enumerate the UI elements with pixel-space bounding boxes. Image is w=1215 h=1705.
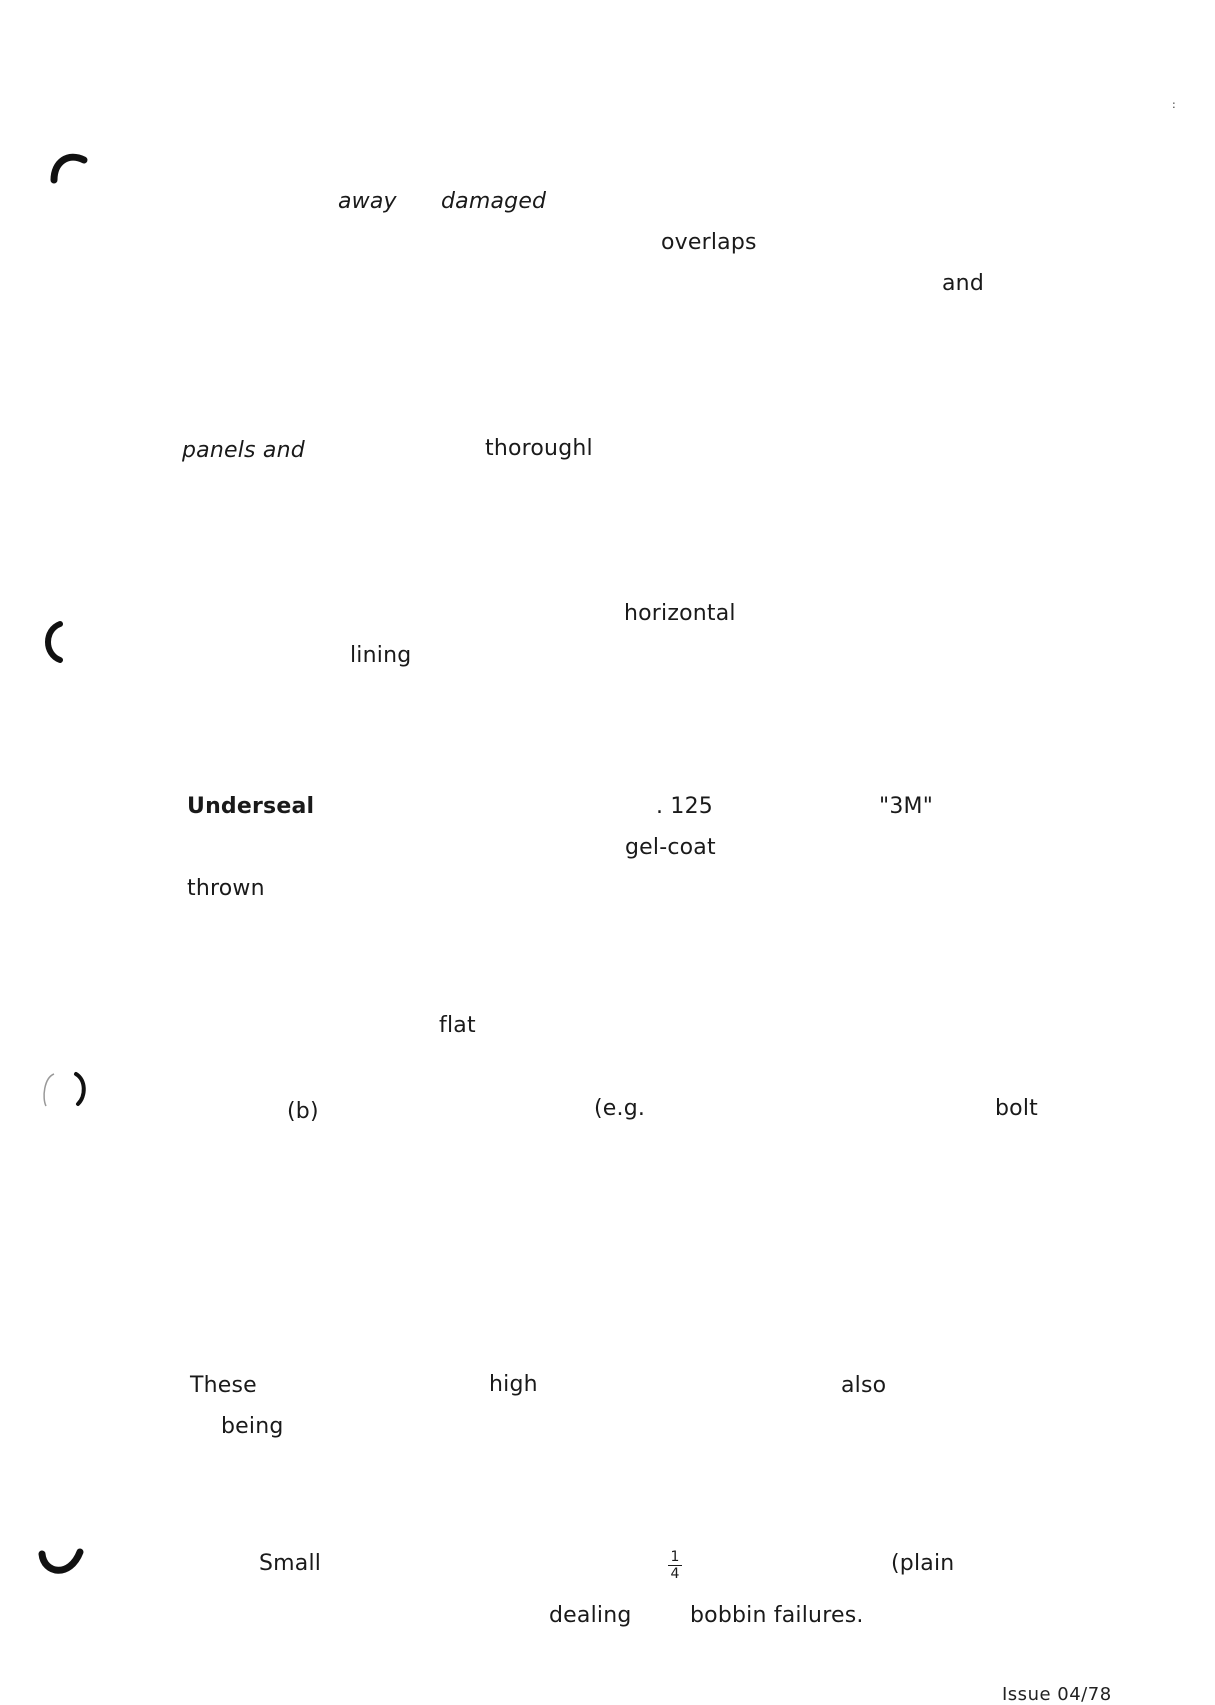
word-and: and [942, 271, 984, 296]
word-3m: "3M" [879, 794, 934, 819]
fraction-numerator: 1 [668, 1550, 682, 1566]
word-horizontal: horizontal [624, 601, 736, 626]
punch-hole-mark-4 [36, 1544, 86, 1582]
word-125: . 125 [656, 794, 713, 819]
punch-hole-mark-1 [50, 148, 90, 188]
word-high: high [489, 1372, 538, 1397]
corner-mark: : [1172, 98, 1176, 111]
word-gel-coat: gel-coat [625, 835, 716, 860]
punch-hole-mark-3 [40, 1068, 94, 1110]
word-flat: flat [439, 1013, 476, 1038]
word-being: being [221, 1414, 284, 1439]
word-thoroughl: thoroughl [485, 436, 593, 461]
word-overlaps: overlaps [661, 230, 757, 255]
fraction-denominator: 4 [670, 1566, 680, 1582]
word-plain: (plain [891, 1551, 955, 1576]
word-b: (b) [287, 1099, 319, 1124]
issue-footer: Issue 04/78 [1002, 1684, 1112, 1705]
punch-hole-mark-2 [38, 620, 68, 664]
word-also: also [841, 1373, 887, 1398]
word-bobbin-failures: bobbin failures. [690, 1603, 864, 1628]
word-damaged: damaged [441, 189, 547, 214]
word-thrown: thrown [187, 876, 265, 901]
word-underseal: Underseal [187, 794, 315, 819]
word-bolt: bolt [995, 1096, 1038, 1121]
fraction-one-quarter [668, 1550, 682, 1581]
word-lining: lining [350, 643, 412, 668]
word-away: away [338, 189, 397, 214]
word-these: These [190, 1373, 257, 1398]
word-small: Small [259, 1551, 322, 1576]
word-eg: (e.g. [594, 1096, 646, 1121]
word-dealing: dealing [549, 1603, 632, 1628]
word-panels-and: panels and [182, 438, 305, 463]
